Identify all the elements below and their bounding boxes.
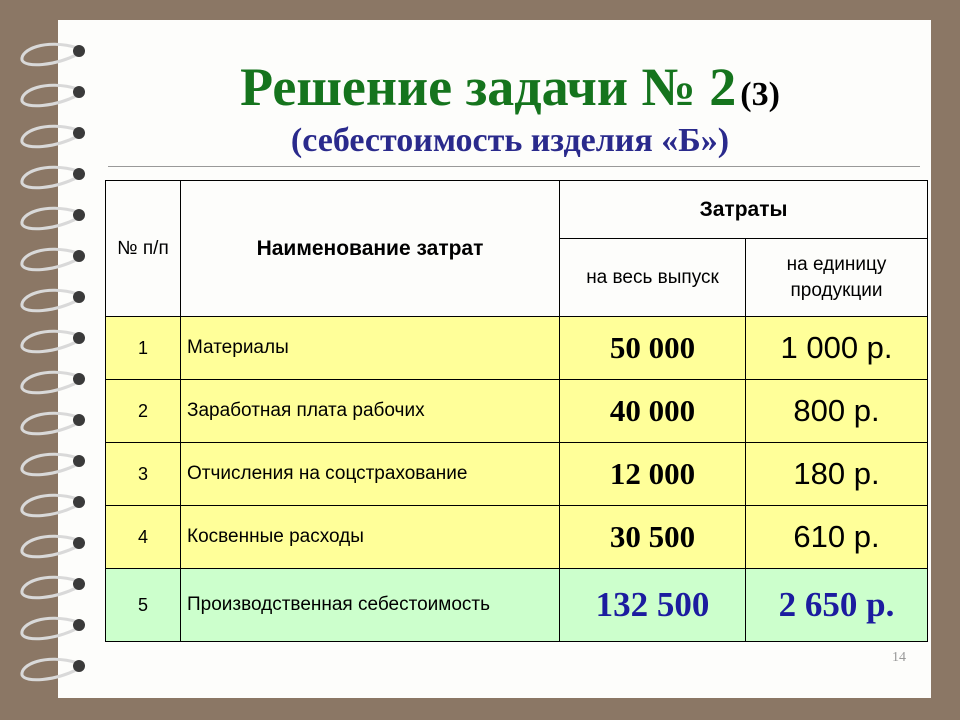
row-name: Заработная плата рабочих <box>181 380 560 443</box>
row-name: Отчисления на соцстрахование <box>181 443 560 506</box>
header-costs: Затраты <box>560 181 928 239</box>
table-row <box>106 443 928 506</box>
row-per-unit: 2 650 р. <box>746 569 928 642</box>
page-number: 14 <box>892 650 906 665</box>
table-header-row <box>106 181 928 239</box>
row-total: 50 000 <box>560 317 746 380</box>
header-num: № п/п <box>106 181 181 317</box>
row-num: 3 <box>106 443 181 506</box>
slide-title <box>100 56 920 118</box>
title-divider <box>108 166 920 167</box>
table-row <box>106 317 928 380</box>
row-per-unit: 1 000 р. <box>746 317 928 380</box>
cost-table <box>105 180 928 642</box>
row-name: Материалы <box>181 317 560 380</box>
header-per-unit: на единицу продукции <box>746 239 928 317</box>
row-total: 40 000 <box>560 380 746 443</box>
header-name: Наименование затрат <box>181 181 560 317</box>
row-name: Косвенные расходы <box>181 506 560 569</box>
title-main: Решение задачи № 2 <box>240 57 737 117</box>
header-total-output: на весь выпуск <box>560 239 746 317</box>
title-suffix: (3) <box>740 76 780 113</box>
row-num: 5 <box>106 569 181 642</box>
table-row <box>106 506 928 569</box>
row-num: 4 <box>106 506 181 569</box>
table-row <box>106 380 928 443</box>
row-per-unit: 180 р. <box>746 443 928 506</box>
slide-subtitle: (себестоимость изделия «Б») <box>290 122 730 159</box>
row-num: 2 <box>106 380 181 443</box>
row-total: 132 500 <box>560 569 746 642</box>
row-per-unit: 800 р. <box>746 380 928 443</box>
table-total-row <box>106 569 928 642</box>
row-name: Производственная себестоимость <box>181 569 560 642</box>
row-per-unit: 610 р. <box>746 506 928 569</box>
row-total: 30 500 <box>560 506 746 569</box>
row-total: 12 000 <box>560 443 746 506</box>
spiral-binding-icon <box>0 0 100 720</box>
row-num: 1 <box>106 317 181 380</box>
